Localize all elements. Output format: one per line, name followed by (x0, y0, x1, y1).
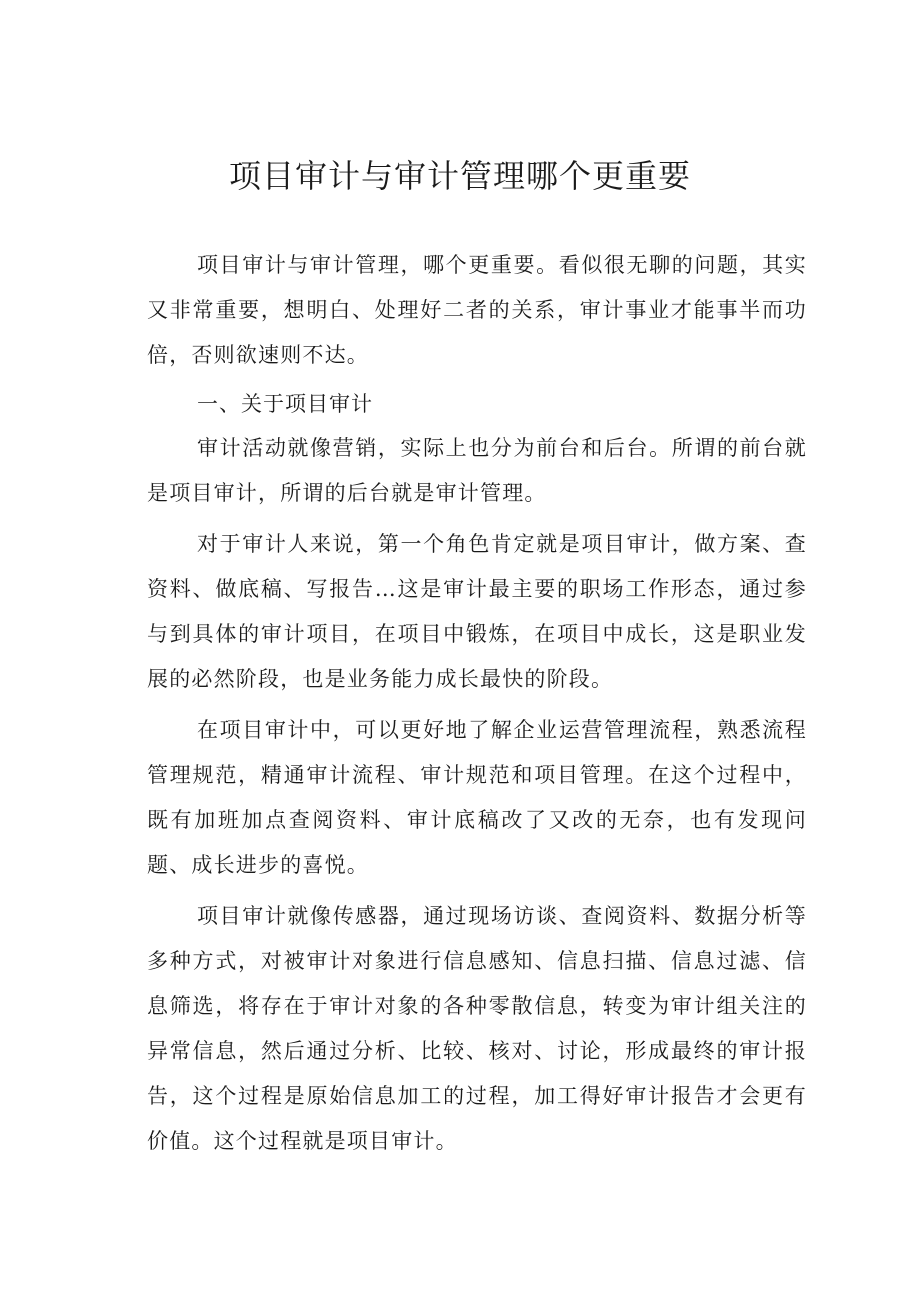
body-paragraph-3: 在项目审计中，可以更好地了解企业运营管理流程，熟悉流程管理规范，精通审计流程、审计规范和项目管理。在这个过程中，既有加班加点查阅资料、审计底稿改了又改的无奈，也有发现问题、成长进步的喜悦。 (147, 718, 807, 877)
body-paragraph-2: 对于审计人来说，第一个角色肯定就是项目审计，做方案、查资料、做底稿、写报告…这是审计最主要的职场工作形态，通过参与到具体的审计项目，在项目中锻炼，在项目中成长，这是职业发展的必然阶段，也是业务能力成长最快的阶段。 (147, 532, 807, 691)
body-paragraph-1: 审计活动就像营销，实际上也分为前台和后台。所谓的前台就是项目审计，所谓的后台就是审计管理。 (147, 436, 807, 505)
document-title: 项目审计与审计管理哪个更重要 (228, 157, 691, 195)
section-heading: 一、关于项目审计 (197, 392, 373, 416)
body-paragraph-4: 项目审计就像传感器，通过现场访谈、查阅资料、数据分析等多种方式，对被审计对象进行信息感知、信息扫描、信息过滤、信息筛选，将存在于审计对象的各种零散信息，转变为审计组关注的异常信息，然后通过分析、比较、核对、讨论，形成最终的审计报告，这个过程是原始信息加工的过程，加工得好审计报告才会更有价值。这个过程就是项目审计。 (147, 904, 807, 1153)
document-body (147, 243, 807, 1170)
intro-paragraph: 项目审计与审计管理，哪个更重要。看似很无聊的问题，其实又非常重要，想明白、处理好二者的关系，审计事业才能事半而功倍，否则欲速则不达。 (147, 253, 807, 367)
